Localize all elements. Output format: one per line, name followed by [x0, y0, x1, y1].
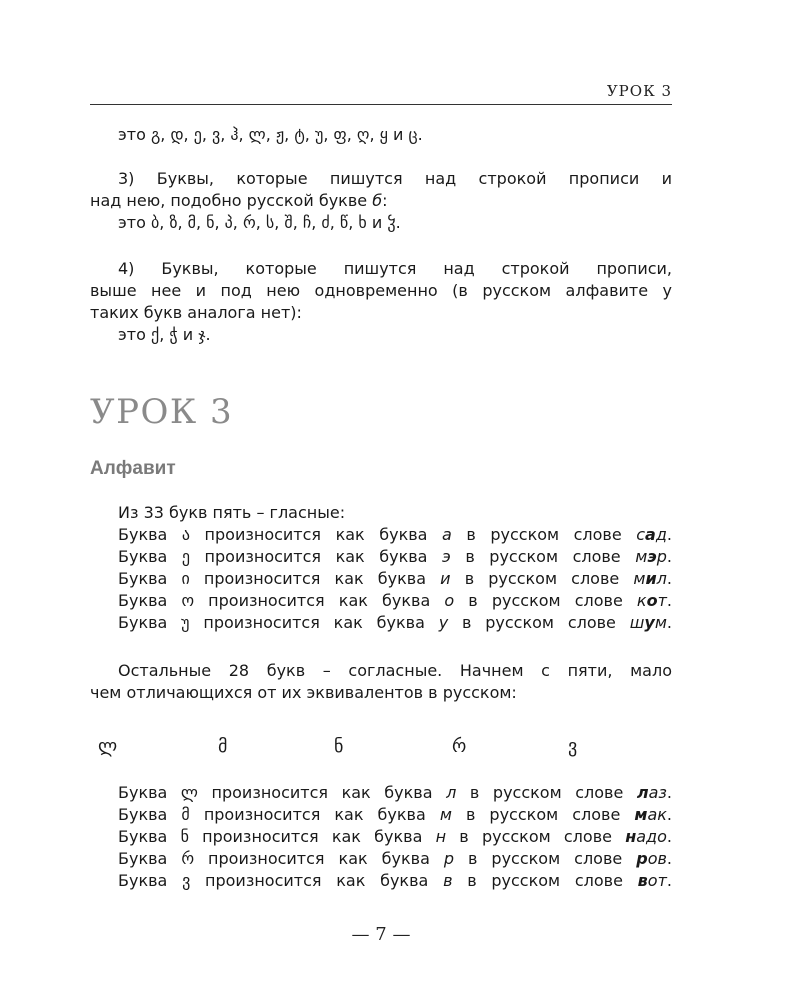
consonant-letters-row [90, 736, 672, 762]
group2-letters-line: это გ, დ, ე, ვ, ჰ, ლ, ჟ, ტ, უ, ფ, ღ, ყ и ც. [118, 125, 423, 144]
vowel-row: Буква ე произносится как буква э в русском слове мэр. [118, 547, 672, 566]
georgian-letter: მ [181, 805, 190, 824]
vowels-intro: Из 33 букв пять – гласные: [118, 503, 346, 522]
vowel-row: Буква ა произносится как буква а в русском слове сад. [118, 525, 672, 544]
consonant-letter: რ [452, 736, 467, 757]
item-4-paragraph [90, 258, 672, 346]
item-4-line-1: 4) Буквы, которые пишутся над строкой прописи, [118, 259, 672, 278]
georgian-letter: რ [181, 849, 195, 868]
vowel-row: Буква უ произносится как буква у в русском слове шум. [118, 613, 672, 632]
georgian-letter: ო [181, 591, 195, 610]
georgian-letter: ე [181, 547, 191, 566]
item-3-line-2: над нею, подобно русской букве б: [90, 191, 388, 210]
consonant-row: Буква ლ произносится как буква л в русском слове лаз. [118, 783, 673, 802]
georgian-letter: უ [181, 613, 190, 632]
georgian-letter: ა [181, 525, 191, 544]
consonant-row: Буква რ произносится как буква р в русском слове ров. [118, 849, 672, 868]
vowels-block [90, 502, 672, 634]
item-4-letters-line: это ქ, ჭ и ჯ. [118, 325, 211, 344]
book-page [90, 0, 672, 1000]
page-number: — 7 — [351, 924, 411, 945]
consonant-row: Буква ნ произносится как буква н в русском слове надо. [118, 827, 672, 846]
vowel-row: Буква ი произносится как буква и в русском слове мил. [118, 569, 672, 588]
consonants-intro-line-1: Остальные 28 букв – согласные. Начнем с пяти, мало [118, 661, 672, 680]
georgian-letter: ვ [182, 871, 191, 890]
consonant-rows [90, 782, 672, 892]
consonant-letter: ვ [568, 736, 578, 757]
item-4-line-2: выше нее и под нею одновременно (в русском алфавите у [90, 281, 672, 300]
consonant-row: Буква ვ произносится как буква в в русском слове вот. [118, 871, 672, 890]
consonant-letter: მ [218, 736, 228, 757]
georgian-letter: ლ [180, 783, 198, 802]
consonant-row: Буква მ произносится как буква м в русском слове мак. [118, 805, 672, 824]
consonants-intro [90, 660, 672, 704]
item-4-line-3: таких букв аналога нет): [90, 303, 302, 322]
vowel-row: Буква ო произносится как буква о в русском слове кот. [118, 591, 673, 610]
georgian-letter: ნ [180, 827, 189, 846]
running-header [90, 82, 672, 105]
item-3-line-1: 3) Буквы, которые пишутся над строкой прописи и [118, 169, 672, 188]
item-3-letters-line: это ბ, ზ, მ, ნ, პ, რ, ს, შ, ჩ, ძ, წ, ხ и ჴ. [118, 213, 401, 232]
consonants-intro-line-2: чем отличающихся от их эквивалентов в русском: [90, 683, 517, 702]
running-header-text: УРОК 3 [606, 82, 672, 100]
section-title: Алфавит [90, 458, 176, 479]
georgian-letter: ი [181, 569, 190, 588]
lesson-title: УРОК 3 [90, 392, 234, 432]
vowel-rows [90, 524, 672, 634]
item-3-paragraph [90, 168, 672, 234]
consonant-letter: ნ [334, 736, 344, 757]
consonants-block [90, 782, 672, 892]
consonant-letter: ლ [98, 736, 118, 757]
